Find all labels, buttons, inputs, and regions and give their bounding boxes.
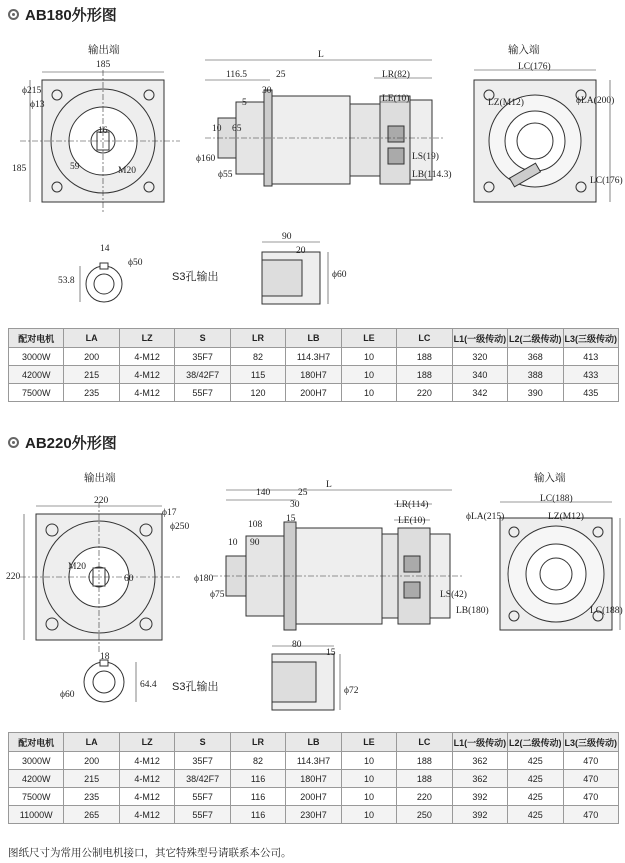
dim-L: L [318,50,324,60]
dim-phi250: ϕ250 [170,522,190,532]
dim-phi215: ϕ215 [22,86,42,96]
cell: 180H7 [286,366,341,384]
cell: 115 [230,366,285,384]
cell: 38/42F7 [175,770,230,788]
cell: 11000W [9,806,64,824]
footnote: 图纸尺寸为常用公制电机接口，其它特殊型号请联系本公司。 [8,847,292,859]
cell: 340 [452,366,507,384]
dim-LC-vertical-b: LC(188) [590,606,623,616]
dim-L-b: L [326,480,332,490]
cell: 3000W [9,348,64,366]
cell: 82 [230,752,285,770]
cell: 413 [563,348,618,366]
table-row [9,806,619,824]
cell: 180H7 [286,770,341,788]
ab220-title-text: AB220外形图 [25,435,117,452]
ab220-spec-table [8,732,619,824]
cell: 7500W [9,788,64,806]
cell: 425 [508,788,563,806]
cell: 188 [397,770,452,788]
dim-phi55: ϕ55 [218,170,233,180]
cell: 220 [397,788,452,806]
cell: 368 [508,348,563,366]
cell: 114.3H7 [286,752,341,770]
section-bullet-icon [8,9,19,20]
col-header: 配对电机 [9,733,64,752]
cell: 4-M12 [119,366,174,384]
cell: 250 [397,806,452,824]
ab180-drawing [0,30,625,320]
dim-5: 5 [242,98,247,108]
dim-15: 15 [286,514,296,524]
cell: 388 [508,366,563,384]
cell: 470 [563,788,618,806]
ab220-input-end-label: 输入端 [534,472,566,484]
dim-90-b: 90 [250,538,260,548]
ab220-s3-label: S3孔输出 [172,681,219,693]
col-header: LA [64,733,119,752]
cell: 4-M12 [119,348,174,366]
cell: 320 [452,348,507,366]
col-header: L2(二级传动) [508,733,563,752]
dim-108: 108 [248,520,263,530]
ab180-spec-table [8,328,619,402]
dim-LC-vertical: LC(176) [590,176,623,186]
cell: 38/42F7 [175,366,230,384]
ab180-title-text: AB180外形图 [25,7,117,24]
dim-65: 65 [232,124,242,134]
cell: 10 [341,752,396,770]
cell: 200 [64,348,119,366]
col-header: L3(三级传动) [563,329,618,348]
cell: 114.3H7 [286,348,341,366]
dim-LZ-b: LZ(M12) [548,512,584,522]
cell: 435 [563,384,618,402]
cell: 200 [64,752,119,770]
dim-14: 14 [100,244,110,254]
table-header-row [9,733,619,752]
cell: 10 [341,348,396,366]
dim-16: 16 [98,126,108,136]
table-row [9,752,619,770]
col-header: LA [64,329,119,348]
ab220-title [8,432,117,453]
cell: 3000W [9,752,64,770]
col-header: L2(二级传动) [508,329,563,348]
dim-m20-b: M20 [68,562,86,572]
col-header: L1(一级传动) [452,329,507,348]
ab180-input-end-label: 输入端 [508,44,540,56]
cell: 362 [452,752,507,770]
cell: 10 [341,788,396,806]
dim-LZ: LZ(M12) [488,98,524,108]
col-header: LE [341,733,396,752]
cell: 4-M12 [119,384,174,402]
dim-185-h: 185 [12,164,27,174]
cell: 425 [508,806,563,824]
dim-185-w: 185 [96,60,111,70]
ab180-title [8,4,117,25]
dim-LE: LE(10) [382,94,410,104]
cell: 235 [64,788,119,806]
cell: 425 [508,752,563,770]
dim-90: 90 [282,232,292,242]
cell: 55F7 [175,806,230,824]
cell: 55F7 [175,384,230,402]
col-header: S [175,329,230,348]
table-row [9,788,619,806]
dim-116.5: 116.5 [226,70,248,80]
cell: 390 [508,384,563,402]
cell: 215 [64,770,119,788]
dim-LA: ϕLA(200) [576,96,615,106]
dim-60: 60 [124,574,134,584]
ab180-s3-label: S3孔输出 [172,271,219,283]
dim-18: 18 [100,652,110,662]
dim-10-b: 10 [228,538,238,548]
cell: 188 [397,348,452,366]
cell: 265 [64,806,119,824]
ab180-output-end-label: 输出端 [88,44,120,56]
cell: 188 [397,366,452,384]
cell: 4-M12 [119,806,174,824]
dim-LB: LB(114.3) [412,170,452,180]
col-header: LB [286,329,341,348]
col-header: LC [397,329,452,348]
dim-LE-b: LE(10) [398,516,426,526]
cell: 10 [341,806,396,824]
cell: 392 [452,806,507,824]
table-row [9,366,619,384]
dim-80: 80 [292,640,302,650]
col-header: LR [230,329,285,348]
dim-phi75: ϕ75 [210,590,225,600]
dim-10: 10 [212,124,222,134]
cell: 433 [563,366,618,384]
cell: 470 [563,770,618,788]
col-header: LR [230,733,285,752]
table-header-row [9,329,619,348]
table-row [9,770,619,788]
cell: 200H7 [286,384,341,402]
dim-220-w: 220 [94,496,109,506]
dim-25: 25 [276,70,286,80]
col-header: LE [341,329,396,348]
dim-15-s3: 15 [326,648,336,658]
col-header: L1(一级传动) [452,733,507,752]
cell: 235 [64,384,119,402]
dim-LS-b: LS(42) [440,590,467,600]
cell: 4-M12 [119,770,174,788]
cell: 35F7 [175,348,230,366]
dim-30: 30 [262,86,272,96]
cell: 220 [397,384,452,402]
cell: 55F7 [175,788,230,806]
cell: 82 [230,348,285,366]
dim-LS: LS(19) [412,152,439,162]
cell: 4-M12 [119,788,174,806]
dim-phi180: ϕ180 [194,574,214,584]
cell: 215 [64,366,119,384]
ab220-output-end-label: 输出端 [84,472,116,484]
dim-64.4: 64.4 [140,680,157,690]
cell: 116 [230,770,285,788]
dim-LA-b: ϕLA(215) [466,512,505,522]
col-header: LC [397,733,452,752]
cell: 10 [341,770,396,788]
col-header: S [175,733,230,752]
dim-20: 20 [296,246,306,256]
dim-phi17: ϕ17 [162,508,177,518]
cell: 116 [230,788,285,806]
cell: 200H7 [286,788,341,806]
dim-30-b: 30 [290,500,300,510]
cell: 4-M12 [119,752,174,770]
dim-LR: LR(82) [382,70,410,80]
col-header: LZ [119,733,174,752]
dim-LC188: LC(188) [540,494,573,504]
dim-LC176: LC(176) [518,62,551,72]
cell: 7500W [9,384,64,402]
dim-m20: M20 [118,166,136,176]
dim-LB-b: LB(180) [456,606,489,616]
dim-phi160: ϕ160 [196,154,216,164]
cell: 4200W [9,366,64,384]
cell: 392 [452,788,507,806]
dim-25-b: 25 [298,488,308,498]
col-header: LZ [119,329,174,348]
dim-phi60: ϕ60 [332,270,347,280]
table-row [9,384,619,402]
dim-LR-b: LR(114) [396,500,429,510]
col-header: LB [286,733,341,752]
dim-phi13: ϕ13 [30,100,45,110]
cell: 116 [230,806,285,824]
cell: 470 [563,806,618,824]
col-header: L3(三级传动) [563,733,618,752]
cell: 362 [452,770,507,788]
table-row [9,348,619,366]
cell: 470 [563,752,618,770]
dim-53.8: 53.8 [58,276,75,286]
cell: 4200W [9,770,64,788]
dim-59: 59 [70,162,80,172]
cell: 35F7 [175,752,230,770]
col-header: 配对电机 [9,329,64,348]
cell: 230H7 [286,806,341,824]
section-bullet-icon [8,437,19,448]
cell: 188 [397,752,452,770]
dim-phi50: ϕ50 [128,258,143,268]
dim-140: 140 [256,488,271,498]
cell: 10 [341,384,396,402]
cell: 10 [341,366,396,384]
cell: 120 [230,384,285,402]
cell: 342 [452,384,507,402]
dim-phi72: ϕ72 [344,686,359,696]
cell: 425 [508,770,563,788]
dim-220-h: 220 [6,572,21,582]
dim-phi60-b: ϕ60 [60,690,75,700]
